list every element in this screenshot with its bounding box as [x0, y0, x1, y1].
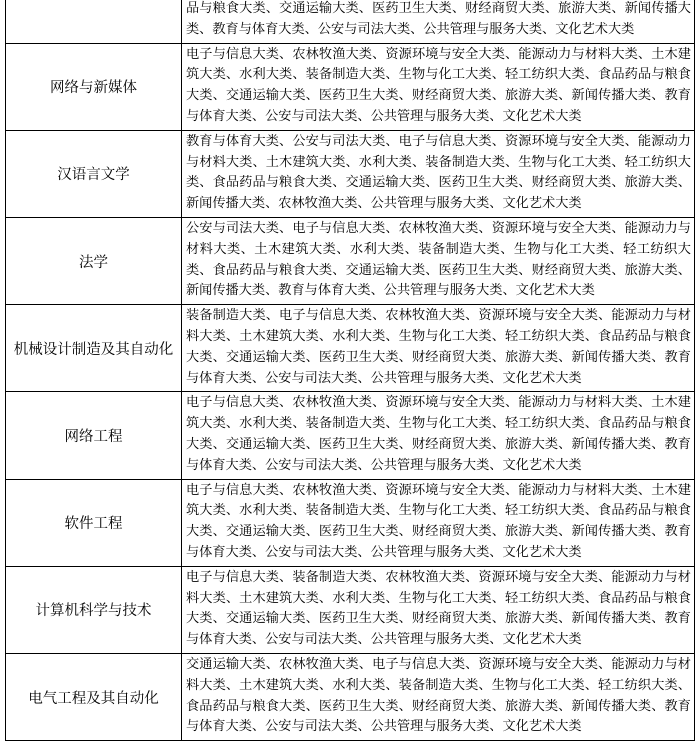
categories-cell: 电子与信息大类、农林牧渔大类、资源环境与安全大类、能源动力与材料大类、土木建筑大类、水利大类、装备制造大类、生物与化工大类、轻工纺织大类、食品药品与粮食大类、交通运输大类、医药卫生大类、财经商贸大类、旅游大类、新闻传播大类、教育与体育大类、公安与司法大类、公共管理与服务大类、文化艺术大类	[182, 43, 695, 130]
categories-cell: 电子与信息大类、装备制造大类、农林牧渔大类、资源环境与安全大类、能源动力与材料大类、土木建筑大类、水利大类、生物与化工大类、轻工纺织大类、食品药品与粮食大类、交通运输大类、医药卫生大类、财经商贸大类、旅游大类、新闻传播大类、教育与体育大类、公安与司法大类、公共管理与服务大类、文化艺术大类	[182, 566, 695, 653]
major-cell: 汉语言文学	[6, 130, 182, 217]
major-cell: 网络工程	[6, 392, 182, 479]
table-row	[6, 130, 695, 217]
categories-cell: 品与粮食大类、交通运输大类、医药卫生大类、财经商贸大类、旅游大类、新闻传播大类、教育与体育大类、公安与司法大类、公共管理与服务大类、文化艺术大类	[182, 0, 695, 43]
categories-cell: 公安与司法大类、电子与信息大类、农林牧渔大类、资源环境与安全大类、能源动力与材料大类、土木建筑大类、水利大类、装备制造大类、生物与化工大类、轻工纺织大类、食品药品与粮食大类、交通运输大类、医药卫生大类、财经商贸大类、旅游大类、新闻传播大类、教育与体育大类、公共管理与服务大类、文化艺术大类	[182, 217, 695, 304]
table-row	[6, 479, 695, 566]
table-row	[6, 653, 695, 740]
categories-cell: 教育与体育大类、公安与司法大类、电子与信息大类、资源环境与安全大类、能源动力与材料大类、土木建筑大类、水利大类、装备制造大类、生物与化工大类、轻工纺织大类、食品药品与粮食大类、交通运输大类、医药卫生大类、财经商贸大类、旅游大类、新闻传播大类、农林牧渔大类、公共管理与服务大类、文化艺术大类	[182, 130, 695, 217]
categories-cell: 交通运输大类、农林牧渔大类、电子与信息大类、资源环境与安全大类、能源动力与材料大类、土木建筑大类、水利大类、装备制造大类、生物与化工大类、轻工纺织大类、食品药品与粮食大类、医药卫生大类、财经商贸大类、旅游大类、新闻传播大类、教育与体育大类、公安与司法大类、公共管理与服务大类、文化艺术大类	[182, 653, 695, 740]
major-cell: 网络与新媒体	[6, 43, 182, 130]
major-cell: 机械设计制造及其自动化	[6, 305, 182, 392]
categories-cell: 电子与信息大类、农林牧渔大类、资源环境与安全大类、能源动力与材料大类、土木建筑大类、水利大类、装备制造大类、生物与化工大类、轻工纺织大类、食品药品与粮食大类、交通运输大类、医药卫生大类、财经商贸大类、旅游大类、新闻传播大类、教育与体育大类、公安与司法大类、公共管理与服务大类、文化艺术大类	[182, 479, 695, 566]
major-category-table	[5, 0, 695, 741]
categories-cell: 电子与信息大类、农林牧渔大类、资源环境与安全大类、能源动力与材料大类、土木建筑大类、水利大类、装备制造大类、生物与化工大类、轻工纺织大类、食品药品与粮食大类、交通运输大类、医药卫生大类、财经商贸大类、旅游大类、新闻传播大类、教育与体育大类、公安与司法大类、公共管理与服务大类、文化艺术大类	[182, 392, 695, 479]
table-row	[6, 0, 695, 43]
major-cell: 电气工程及其自动化	[6, 653, 182, 740]
table-row	[6, 43, 695, 130]
major-cell: 计算机科学与技术	[6, 566, 182, 653]
major-cell: 法学	[6, 217, 182, 304]
table-row	[6, 566, 695, 653]
table-row	[6, 217, 695, 304]
table-row	[6, 305, 695, 392]
major-cell	[6, 0, 182, 43]
categories-cell: 装备制造大类、电子与信息大类、农林牧渔大类、资源环境与安全大类、能源动力与材料大类、土木建筑大类、水利大类、生物与化工大类、轻工纺织大类、食品药品与粮食大类、交通运输大类、医药卫生大类、财经商贸大类、旅游大类、新闻传播大类、教育与体育大类、公安与司法大类、公共管理与服务大类、文化艺术大类	[182, 305, 695, 392]
table-row	[6, 392, 695, 479]
major-cell: 软件工程	[6, 479, 182, 566]
